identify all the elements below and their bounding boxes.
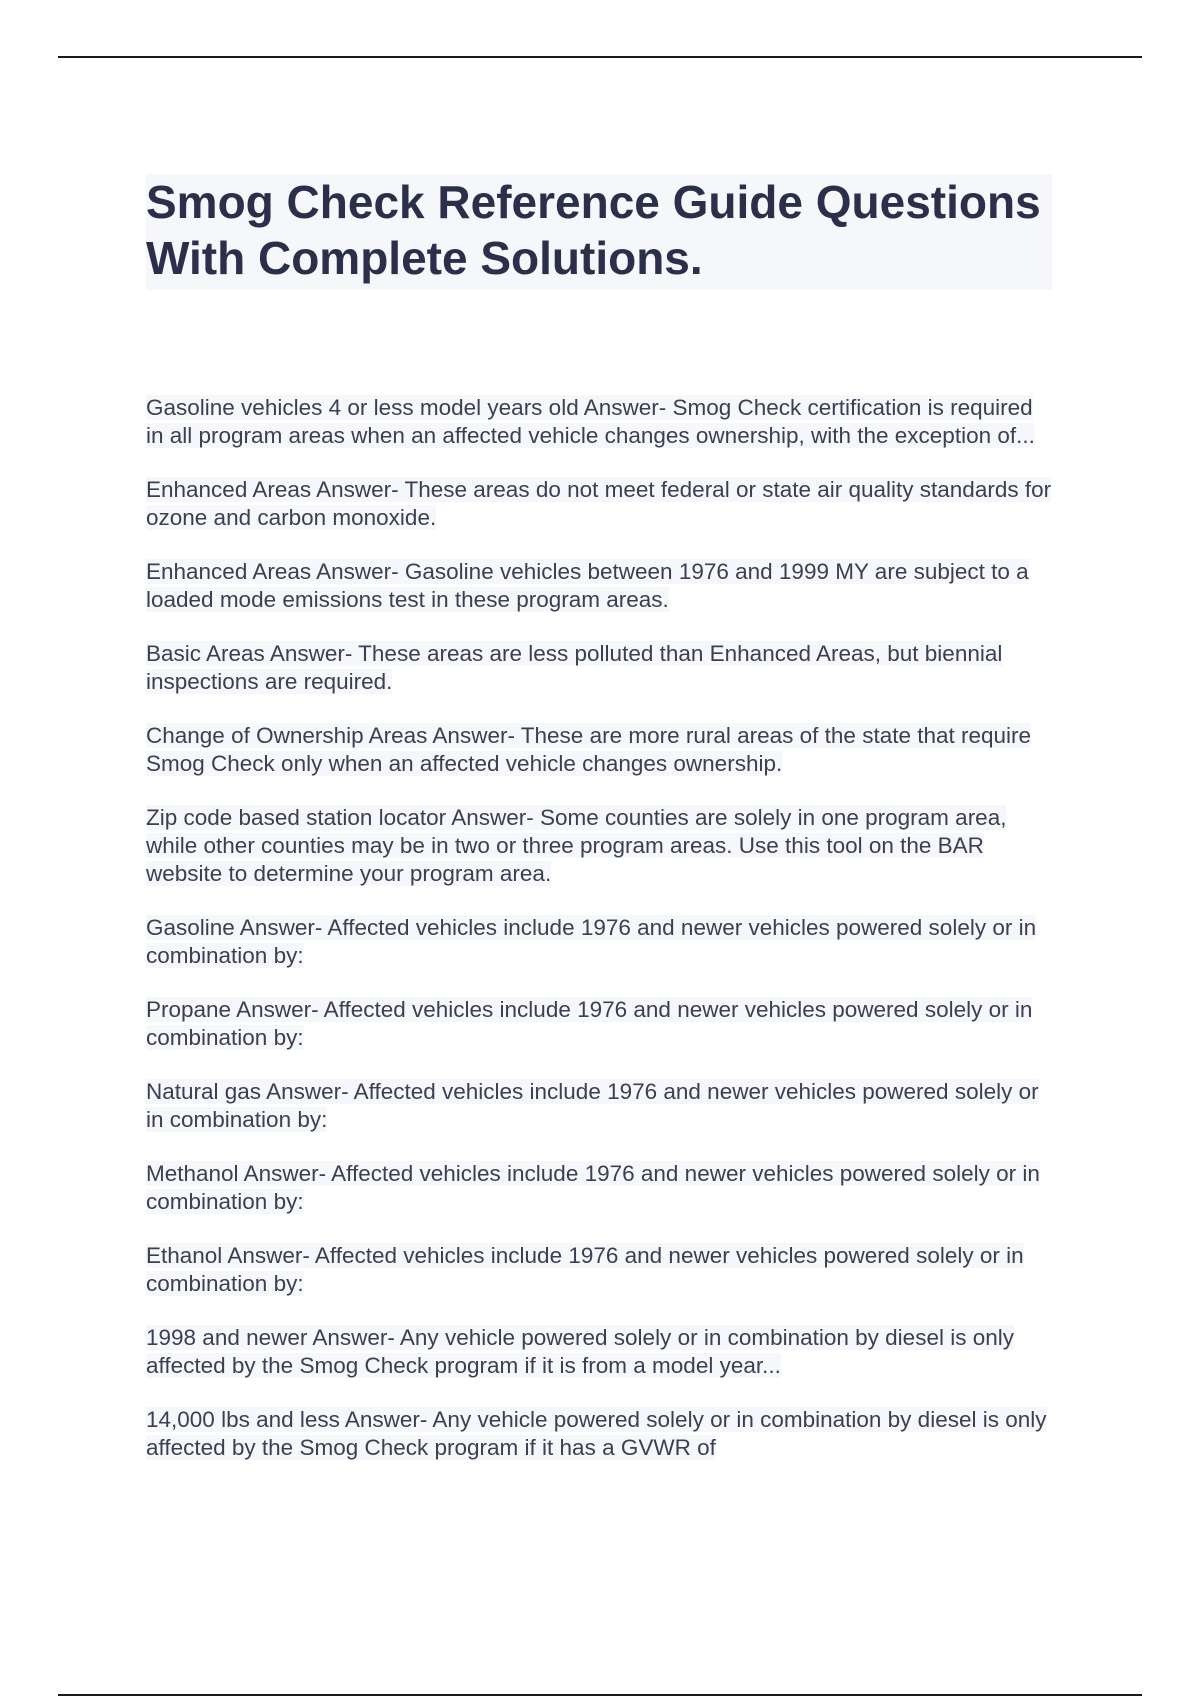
- document-title: Smog Check Reference Guide Questions With Complete Solutions.: [146, 176, 1041, 284]
- qa-item: [146, 914, 1056, 970]
- qa-text: Basic Areas Answer- These areas are less polluted than Enhanced Areas, but biennial inspections are required.: [146, 641, 1003, 694]
- qa-item: [146, 1160, 1056, 1216]
- qa-text: Change of Ownership Areas Answer- These are more rural areas of the state that require Smog Check only when an affected vehicle changes ownership.: [146, 723, 1032, 776]
- qa-text: Enhanced Areas Answer- Gasoline vehicles between 1976 and 1999 MY are subject to a loaded mode emissions test in these program areas.: [146, 559, 1029, 612]
- qa-text: Methanol Answer- Affected vehicles include 1976 and newer vehicles powered solely or in combination by:: [146, 1161, 1040, 1214]
- qa-item: [146, 640, 1056, 696]
- qa-text: Natural gas Answer- Affected vehicles include 1976 and newer vehicles powered solely or in combination by:: [146, 1079, 1039, 1132]
- bottom-rule: [58, 1694, 1142, 1696]
- qa-item: [146, 722, 1056, 778]
- qa-item: [146, 1406, 1056, 1462]
- qa-text: 1998 and newer Answer- Any vehicle powered solely or in combination by diesel is only affected by the Smog Check program if it is from a model year...: [146, 1325, 1014, 1378]
- qa-text: Gasoline Answer- Affected vehicles include 1976 and newer vehicles powered solely or in combination by:: [146, 915, 1037, 968]
- qa-item: [146, 558, 1056, 614]
- qa-item: [146, 1324, 1056, 1380]
- top-rule: [58, 56, 1142, 58]
- qa-item: [146, 1242, 1056, 1298]
- qa-list: [146, 394, 1056, 1488]
- qa-item: [146, 804, 1056, 888]
- qa-item: [146, 996, 1056, 1052]
- qa-text: Ethanol Answer- Affected vehicles include 1976 and newer vehicles powered solely or in combination by:: [146, 1243, 1024, 1296]
- qa-item: [146, 394, 1056, 450]
- qa-text: Enhanced Areas Answer- These areas do not meet federal or state air quality standards for ozone and carbon monoxide.: [146, 477, 1052, 530]
- qa-text: Gasoline vehicles 4 or less model years old Answer- Smog Check certification is required in all program areas when an affected vehicle changes ownership, with the exception of...: [146, 395, 1035, 448]
- qa-text: 14,000 lbs and less Answer- Any vehicle powered solely or in combination by diesel is only affected by the Smog Check program if it has a GVWR of: [146, 1407, 1047, 1460]
- title-block: [146, 174, 1052, 290]
- qa-text: Propane Answer- Affected vehicles include 1976 and newer vehicles powered solely or in combination by:: [146, 997, 1033, 1050]
- qa-item: [146, 476, 1056, 532]
- qa-text: Zip code based station locator Answer- Some counties are solely in one program area, while other counties may be in two or three program areas. Use this tool on the BAR website to determine your program area.: [146, 805, 1007, 886]
- qa-item: [146, 1078, 1056, 1134]
